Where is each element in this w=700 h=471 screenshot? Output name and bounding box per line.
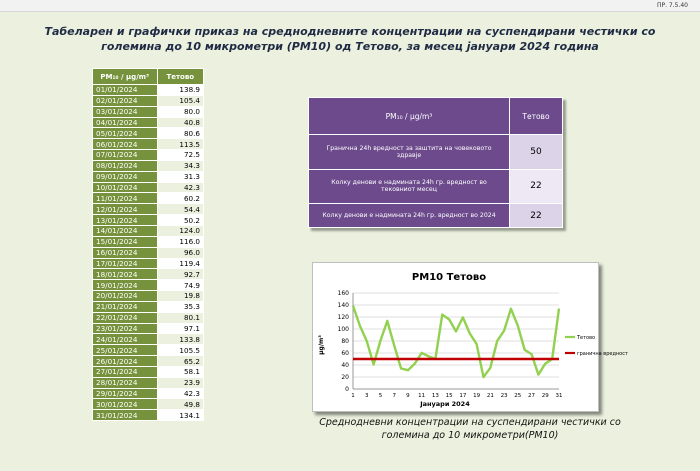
table-header-row — [93, 69, 204, 85]
date-cell: 03/01/2024 — [93, 106, 158, 117]
table-row — [93, 150, 204, 161]
x-tick-label: 5 — [378, 393, 383, 399]
date-cell: 14/01/2024 — [93, 225, 158, 236]
table-row — [93, 215, 204, 226]
table-row — [93, 366, 204, 377]
legend-label: гранична вредност — [577, 351, 628, 357]
date-cell: 24/01/2024 — [93, 334, 158, 345]
x-tick-label: 17 — [459, 393, 467, 399]
x-axis-label: Јануари 2024 — [420, 400, 470, 408]
value-cell: 58.1 — [157, 366, 203, 377]
date-cell: 10/01/2024 — [93, 182, 158, 193]
date-cell: 13/01/2024 — [93, 215, 158, 226]
table-row — [93, 356, 204, 367]
y-tick-label: 160 — [337, 290, 349, 297]
pm10-chart — [312, 262, 628, 412]
date-cell: 18/01/2024 — [93, 269, 158, 280]
x-tick-label: 21 — [486, 393, 494, 399]
date-cell: 28/01/2024 — [93, 377, 158, 388]
value-cell: 113.5 — [157, 139, 203, 150]
x-tick-label: 25 — [514, 393, 522, 399]
threshold-value: 22 — [510, 169, 563, 204]
value-cell: 124.0 — [157, 225, 203, 236]
value-cell: 19.8 — [157, 291, 203, 302]
threshold-value: 22 — [510, 204, 563, 228]
date-cell: 05/01/2024 — [93, 128, 158, 139]
value-cell: 133.8 — [157, 334, 203, 345]
table-row — [93, 193, 204, 204]
table-row — [93, 388, 204, 399]
x-tick-label: 11 — [418, 393, 426, 399]
x-tick-label: 15 — [445, 393, 453, 399]
threshold-row-year-exceed — [309, 204, 563, 228]
legend-label: Тетово — [577, 335, 596, 341]
table-row — [93, 323, 204, 334]
chart-title: PM10 Тетово — [411, 272, 487, 283]
x-tick-label: 27 — [528, 393, 536, 399]
x-tick-label: 23 — [500, 393, 508, 399]
series-line-tetovo — [353, 306, 559, 377]
table-row — [93, 236, 204, 247]
threshold-header-unit: PM₁₀ / µg/m³ — [309, 98, 510, 135]
date-cell: 06/01/2024 — [93, 139, 158, 150]
threshold-header-station: Тетово — [510, 98, 563, 135]
table-row — [93, 399, 204, 410]
value-cell: 80.1 — [157, 312, 203, 323]
table-row — [93, 345, 204, 356]
x-tick-label: 1 — [351, 393, 355, 399]
x-tick-label: 13 — [431, 393, 439, 399]
table-row — [93, 85, 204, 96]
table-row — [93, 117, 204, 128]
table-row — [93, 377, 204, 388]
table-row — [93, 171, 204, 182]
table-row — [93, 160, 204, 171]
table-row — [93, 182, 204, 193]
value-cell: 138.9 — [157, 85, 203, 96]
x-tick-label: 7 — [392, 393, 396, 399]
value-cell: 35.3 — [157, 301, 203, 312]
date-cell: 02/01/2024 — [93, 95, 158, 106]
date-cell: 09/01/2024 — [93, 171, 158, 182]
value-cell: 31.3 — [157, 171, 203, 182]
table-row — [93, 269, 204, 280]
y-tick-label: 20 — [341, 374, 349, 381]
value-cell: 74.9 — [157, 280, 203, 291]
threshold-label: Гранична 24h вредност за заштита на човековото здравје — [309, 135, 510, 170]
value-cell: 105.5 — [157, 345, 203, 356]
header-pollutant-unit: PM₁₀ / µg/m³ — [93, 69, 158, 85]
table-row — [93, 410, 204, 421]
page-title: Табеларен и графички приказ на среднодневните концентрации на суспендирани честички со големина до 10 микрометри (PM10) од Тетово, за месец јануари 2024 година — [44, 25, 656, 53]
table-row — [93, 128, 204, 139]
table-row — [93, 291, 204, 302]
threshold-label: Колку денови е надмината 24h гр. вредност во тековниот месец — [309, 169, 510, 204]
y-tick-label: 40 — [341, 362, 349, 369]
table-row — [93, 106, 204, 117]
y-tick-label: 100 — [337, 326, 349, 333]
date-cell: 19/01/2024 — [93, 280, 158, 291]
table-row — [93, 95, 204, 106]
date-cell: 04/01/2024 — [93, 117, 158, 128]
table-row — [93, 247, 204, 258]
date-cell: 16/01/2024 — [93, 247, 158, 258]
table-row — [93, 334, 204, 345]
header-station: Тетово — [157, 69, 203, 85]
date-cell: 17/01/2024 — [93, 258, 158, 269]
date-cell: 31/01/2024 — [93, 410, 158, 421]
value-cell: 60.2 — [157, 193, 203, 204]
y-tick-label: 140 — [337, 302, 349, 309]
table-row — [93, 258, 204, 269]
threshold-label: Колку денови е надмината 24h гр. вредност во 2024 — [309, 204, 510, 228]
date-cell: 07/01/2024 — [93, 150, 158, 161]
value-cell: 134.1 — [157, 410, 203, 421]
value-cell: 34.3 — [157, 160, 203, 171]
value-cell: 42.3 — [157, 182, 203, 193]
threshold-value: 50 — [510, 135, 563, 170]
table-row — [93, 139, 204, 150]
daily-values-table — [92, 68, 204, 421]
x-tick-label: 9 — [406, 393, 410, 399]
y-tick-label: 0 — [345, 386, 349, 393]
x-tick-label: 31 — [555, 393, 563, 399]
threshold-row-month-exceed — [309, 169, 563, 204]
x-tick-label: 3 — [364, 393, 369, 399]
value-cell: 50.2 — [157, 215, 203, 226]
value-cell: 116.0 — [157, 236, 203, 247]
date-cell: 21/01/2024 — [93, 301, 158, 312]
value-cell: 65.2 — [157, 356, 203, 367]
value-cell: 97.1 — [157, 323, 203, 334]
date-cell: 01/01/2024 — [93, 85, 158, 96]
y-tick-label: 80 — [341, 338, 349, 345]
date-cell: 26/01/2024 — [93, 356, 158, 367]
value-cell: 42.3 — [157, 388, 203, 399]
page-reference: ПР. 7.5.40 — [0, 0, 700, 12]
date-cell: 27/01/2024 — [93, 366, 158, 377]
y-tick-label: 120 — [337, 314, 349, 321]
date-cell: 22/01/2024 — [93, 312, 158, 323]
value-cell: 49.8 — [157, 399, 203, 410]
table-row — [93, 204, 204, 215]
value-cell: 96.0 — [157, 247, 203, 258]
chart-caption: Среднодневни концентрации на суспендирани честички со големина до 10 микрометри(PM10) — [319, 417, 621, 441]
table-row — [93, 225, 204, 236]
value-cell: 40.8 — [157, 117, 203, 128]
y-tick-label: 60 — [341, 350, 349, 357]
y-axis-label: µg/m³ — [318, 335, 325, 355]
date-cell: 12/01/2024 — [93, 204, 158, 215]
value-cell: 72.5 — [157, 150, 203, 161]
x-tick-label: 19 — [473, 393, 481, 399]
chart-svg — [313, 263, 628, 411]
value-cell: 80.6 — [157, 128, 203, 139]
date-cell: 25/01/2024 — [93, 345, 158, 356]
date-cell: 30/01/2024 — [93, 399, 158, 410]
date-cell: 23/01/2024 — [93, 323, 158, 334]
value-cell: 92.7 — [157, 269, 203, 280]
value-cell: 23.9 — [157, 377, 203, 388]
x-tick-label: 29 — [541, 393, 549, 399]
value-cell: 80.0 — [157, 106, 203, 117]
table-row — [93, 301, 204, 312]
table-row — [93, 312, 204, 323]
value-cell: 54.4 — [157, 204, 203, 215]
date-cell: 11/01/2024 — [93, 193, 158, 204]
table-row — [93, 280, 204, 291]
table-body — [93, 85, 204, 421]
date-cell: 08/01/2024 — [93, 160, 158, 171]
value-cell: 105.4 — [157, 95, 203, 106]
date-cell: 29/01/2024 — [93, 388, 158, 399]
value-cell: 119.4 — [157, 258, 203, 269]
date-cell: 15/01/2024 — [93, 236, 158, 247]
threshold-table — [308, 97, 563, 228]
date-cell: 20/01/2024 — [93, 291, 158, 302]
threshold-header-row — [309, 98, 563, 135]
threshold-row-limit — [309, 135, 563, 170]
